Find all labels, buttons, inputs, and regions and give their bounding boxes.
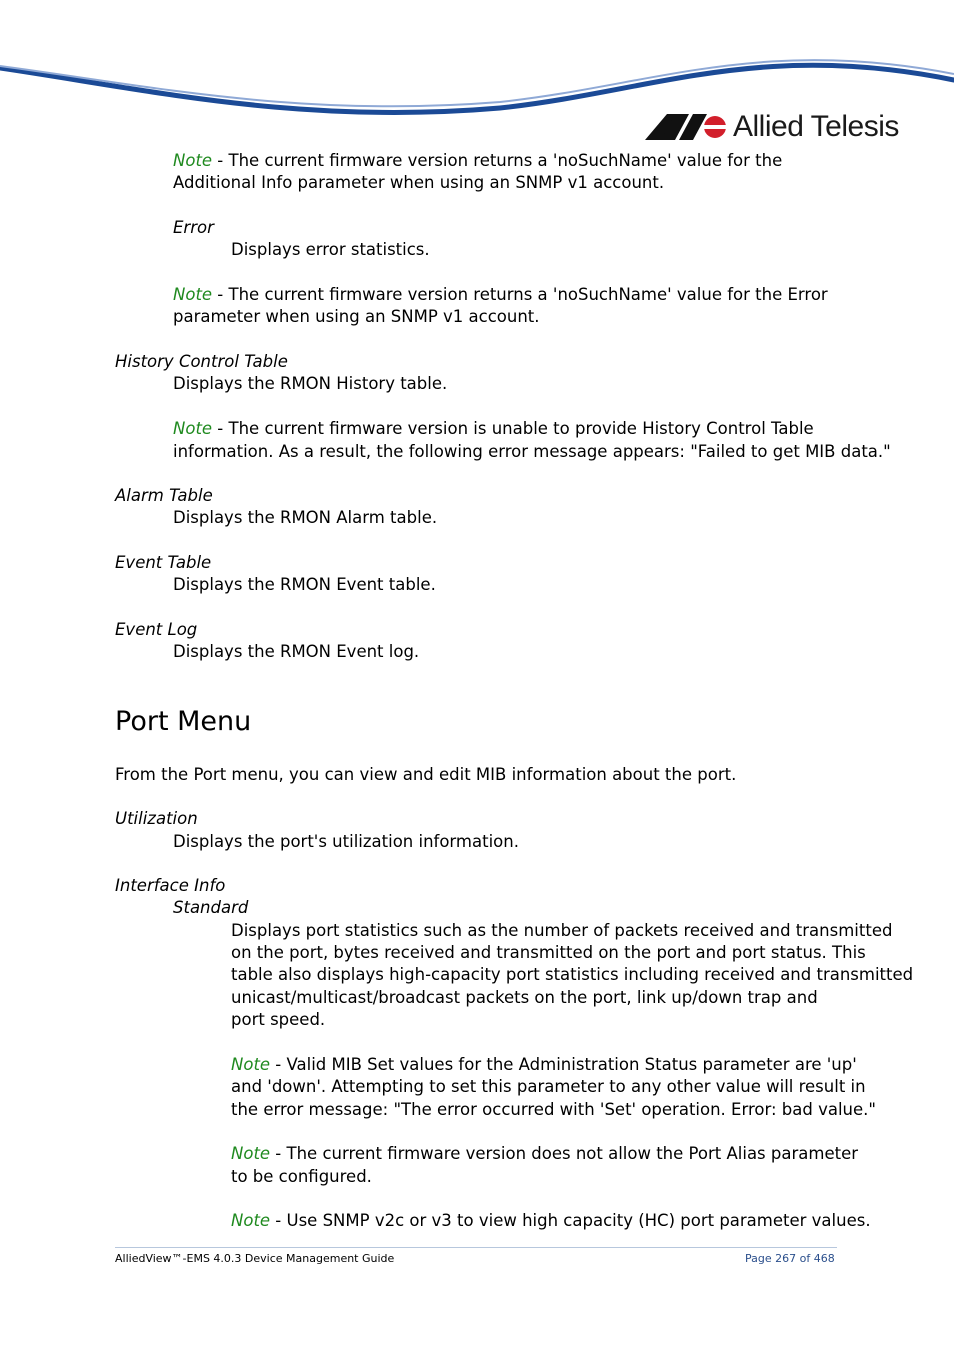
note-text-line: parameter when using an SNMP v1 account. [173, 307, 540, 326]
note-text-line: the error message: "The error occurred with 'Set' operation. Error: bad value." [231, 1100, 876, 1119]
allied-telesis-logo [645, 110, 899, 144]
note-paragraph [231, 1054, 857, 1076]
desc-event-log: Displays the RMON Event log. [173, 642, 420, 661]
desc-standard-line: port speed. [231, 1010, 326, 1029]
note-label: Note [231, 1144, 271, 1163]
desc-standard-line: Displays port statistics such as the number of packets received and transmitted [231, 921, 893, 940]
term-interface-info: Interface Info [115, 876, 226, 895]
note-text: - Valid MIB Set values for the Administration Status parameter are 'up' [270, 1055, 857, 1074]
note-text-line: Additional Info parameter when using an SNMP v1 account. [173, 173, 665, 192]
footer-document-title: AlliedView™-EMS 4.0.3 Device Management Guide [115, 1252, 395, 1265]
term-alarm-table: Alarm Table [115, 486, 213, 505]
note-text: - The current firmware version returns a 'noSuchName' value for the Error [212, 285, 828, 304]
desc-standard-line: unicast/multicast/broadcast packets on the port, link up/down trap and [231, 988, 818, 1007]
note-text-line: to be configured. [231, 1167, 372, 1186]
logo-wordmark: Allied Telesis [733, 110, 899, 143]
note-paragraph [173, 284, 828, 306]
term-history-control-table: History Control Table [115, 352, 288, 371]
term-event-table: Event Table [115, 553, 212, 572]
note-paragraph [231, 1210, 871, 1232]
term-event-log: Event Log [115, 620, 198, 639]
note-text: - The current firmware version returns a 'noSuchName' value for the [212, 151, 783, 170]
note-text: - The current firmware version does not allow the Port Alias parameter [270, 1144, 859, 1163]
desc-event-table: Displays the RMON Event table. [173, 575, 436, 594]
port-menu-intro: From the Port menu, you can view and edit MIB information about the port. [115, 765, 737, 784]
note-paragraph [173, 418, 814, 440]
subterm-standard: Standard [173, 898, 249, 917]
desc-utilization: Displays the port's utilization information. [173, 832, 519, 851]
note-label: Note [173, 419, 213, 438]
section-heading-port-menu: Port Menu [115, 706, 252, 737]
term-utilization: Utilization [115, 809, 198, 828]
note-text-line: information. As a result, the following error message appears: "Failed to get MIB data." [173, 442, 891, 461]
desc-history-control-table: Displays the RMON History table. [173, 374, 448, 393]
note-label: Note [173, 151, 213, 170]
note-label: Note [173, 285, 213, 304]
note-text: - The current firmware version is unable to provide History Control Table [212, 419, 814, 438]
note-text-line: and 'down'. Attempting to set this parameter to any other value will result in [231, 1077, 866, 1096]
allied-telesis-logo-mark-icon [645, 114, 727, 140]
desc-standard-line: table also displays high-capacity port statistics including received and transmitted [231, 965, 914, 984]
note-label: Note [231, 1211, 271, 1230]
desc-alarm-table: Displays the RMON Alarm table. [173, 508, 438, 527]
note-text: - Use SNMP v2c or v3 to view high capacity (HC) port parameter values. [270, 1211, 871, 1230]
note-paragraph [173, 150, 782, 172]
note-paragraph [231, 1143, 858, 1165]
footer-page-number: Page 267 of 468 [745, 1252, 835, 1265]
note-label: Note [231, 1055, 271, 1074]
desc-standard-line: on the port, bytes received and transmitted on the port and port status. This [231, 943, 866, 962]
footer-divider [115, 1247, 837, 1248]
desc-error: Displays error statistics. [231, 240, 430, 259]
term-error: Error [173, 218, 214, 237]
